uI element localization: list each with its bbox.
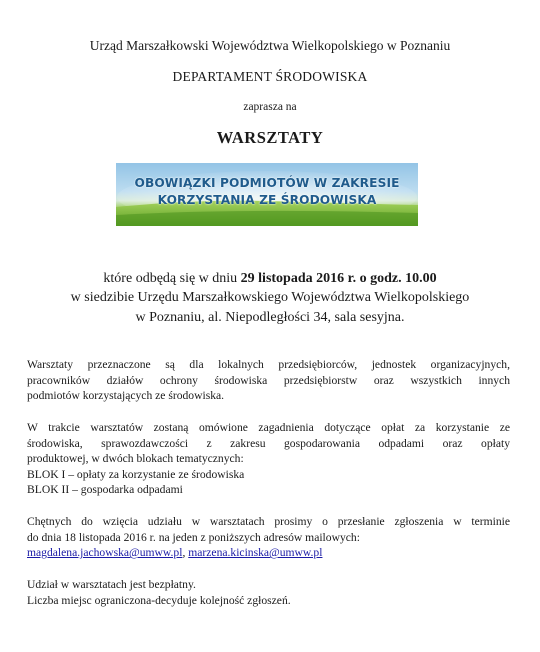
banner-line-1: OBOWIĄZKI PODMIOTÓW W ZAKRESIE	[134, 176, 400, 190]
text-line: Liczba miejsc ograniczona-decyduje kolejność zgłoszeń.	[27, 593, 291, 607]
text-line: podmiotów korzystających ze środowiska.	[27, 389, 225, 403]
date-prefix: które odbędą się w dniu	[103, 271, 241, 286]
text-line: Udział w warsztatach jest bezpłatny.	[27, 578, 196, 591]
text-line: pracowników działów ochrony środowiska przedsiębiorstw oraz wszystkich innych	[27, 373, 510, 387]
banner-line-2: KORZYSTANIA ZE ŚRODOWISKA	[157, 193, 377, 207]
event-date-time: 29 listopada 2016 r. o godz. 10.00	[240, 271, 437, 286]
venue-line: w siedzibie Urzędu Marszałkowskiego Województwa Wielkopolskiego	[70, 290, 470, 305]
text-line: produktowej, w dwóch blokach tematycznych:	[27, 452, 244, 466]
email-link-2[interactable]: marzena.kicinska@umww.pl	[188, 546, 323, 560]
institution-name: Urząd Marszałkowski Województwa Wielkopolskiego w Poznaniu	[89, 38, 451, 53]
email-line	[27, 545, 510, 561]
event-title: WARSZTATY	[216, 128, 324, 147]
block-2: BLOK II – gospodarka odpadami	[27, 483, 183, 497]
email-separator: ,	[182, 546, 189, 560]
event-date-line	[0, 271, 540, 287]
topics-paragraph	[27, 420, 510, 498]
invites-text: zaprasza na	[243, 101, 297, 113]
block-1: BLOK I – opłaty za korzystanie ze środowiska	[27, 467, 245, 481]
workshop-banner	[116, 163, 418, 226]
text-line: do dnia 18 listopada 2016 r. na jeden z poniższych adresów mailowych:	[27, 530, 360, 544]
text-line: W trakcie warsztatów zostaną omówione zagadnienia dotyczące opłat za korzystanie ze	[27, 421, 510, 434]
address-line: w Poznaniu, al. Niepodległości 34, sala sesyjna.	[135, 310, 405, 325]
text-line: Chętnych do wzięcia udziału w warsztatach prosimy o przesłanie zgłoszenia w terminie	[27, 515, 510, 528]
text-line: Warsztaty przeznaczone są dla lokalnych przedsiębiorców, jednostek organizacyjnych,	[27, 358, 510, 371]
department-name: DEPARTAMENT ŚRODOWISKA	[172, 69, 368, 84]
info-paragraph	[27, 577, 510, 608]
text-line: środowiska, sprawozdawczości z zakresu gospodarowania odpadami oraz opłaty	[27, 436, 510, 450]
registration-paragraph	[27, 514, 510, 561]
email-link-1[interactable]: magdalena.jachowska@umww.pl	[27, 546, 183, 560]
audience-paragraph	[27, 357, 510, 404]
